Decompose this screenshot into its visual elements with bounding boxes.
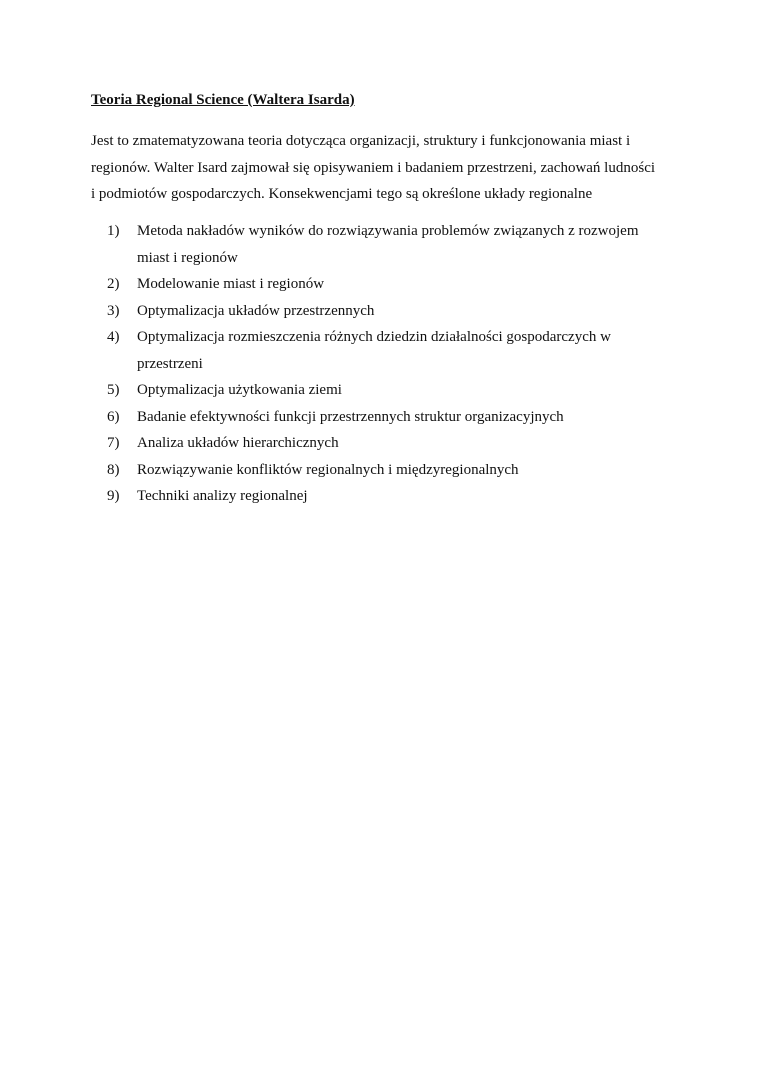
list-item-number: 8) — [107, 461, 120, 478]
list-item-text — [137, 377, 677, 404]
list-item-number: 3) — [107, 302, 120, 319]
list-item — [107, 377, 677, 404]
list-item — [107, 483, 677, 510]
list-item-text — [137, 430, 677, 457]
list-item-number: 9) — [107, 488, 120, 504]
intro-line: i podmiotów gospodarczych. Konsekwencjami tego są określone układy regionalne — [91, 186, 593, 202]
list-item-line: Analiza układów hierarchicznych — [137, 435, 339, 451]
intro-line: Jest to zmatematyzowana teoria dotycząca organizacji, struktury i funkcjonowania miast i — [91, 133, 631, 149]
list-item — [107, 404, 677, 431]
list-item — [107, 298, 677, 325]
list-item-line: Metoda nakładów wyników do rozwiązywania problemów związanych z rozwojem — [137, 223, 639, 239]
list-item-number: 5) — [107, 382, 120, 398]
intro-line: regionów. Walter Isard zajmował się opisywaniem i badaniem przestrzeni, zachowań ludności — [91, 159, 656, 176]
list-item-number: 2) — [107, 276, 120, 292]
list-item-line: miast i regionów — [137, 249, 238, 266]
list-item-line: przestrzeni — [137, 355, 203, 372]
list-item — [107, 218, 677, 271]
list-item — [107, 457, 677, 484]
list-item-number: 6) — [107, 408, 120, 425]
list-item-line: Optymalizacja układów przestrzennych — [137, 302, 375, 319]
list-item — [107, 271, 677, 298]
list-item-line: Optymalizacja rozmieszczenia różnych dziedzin działalności gospodarczych w — [137, 329, 611, 345]
list-item-text — [137, 218, 677, 271]
list-item-line: Badanie efektywności funkcji przestrzennych struktur organizacyjnych — [137, 408, 564, 425]
list-item-text — [137, 298, 677, 325]
list-item-text — [137, 457, 677, 484]
list-item-text — [137, 324, 677, 377]
list-item-line: Optymalizacja użytkowania ziemi — [137, 382, 342, 398]
list-item-line: Techniki analizy regionalnej — [137, 488, 308, 504]
list-item-line: Rozwiązywanie konfliktów regionalnych i międzyregionalnych — [137, 461, 519, 478]
list-item-text — [137, 404, 677, 431]
list-item-number: 4) — [107, 329, 120, 345]
list-item-text — [137, 271, 677, 298]
list-item-number: 1) — [107, 223, 120, 239]
list-item-number: 7) — [107, 435, 120, 451]
document-title: Teoria Regional Science (Waltera Isarda) — [91, 92, 355, 108]
list-item-line: Modelowanie miast i regionów — [137, 276, 325, 292]
list-item — [107, 324, 677, 377]
list-item — [107, 430, 677, 457]
intro-paragraph — [91, 128, 681, 208]
numbered-list — [107, 218, 677, 510]
list-item-text — [137, 483, 677, 510]
